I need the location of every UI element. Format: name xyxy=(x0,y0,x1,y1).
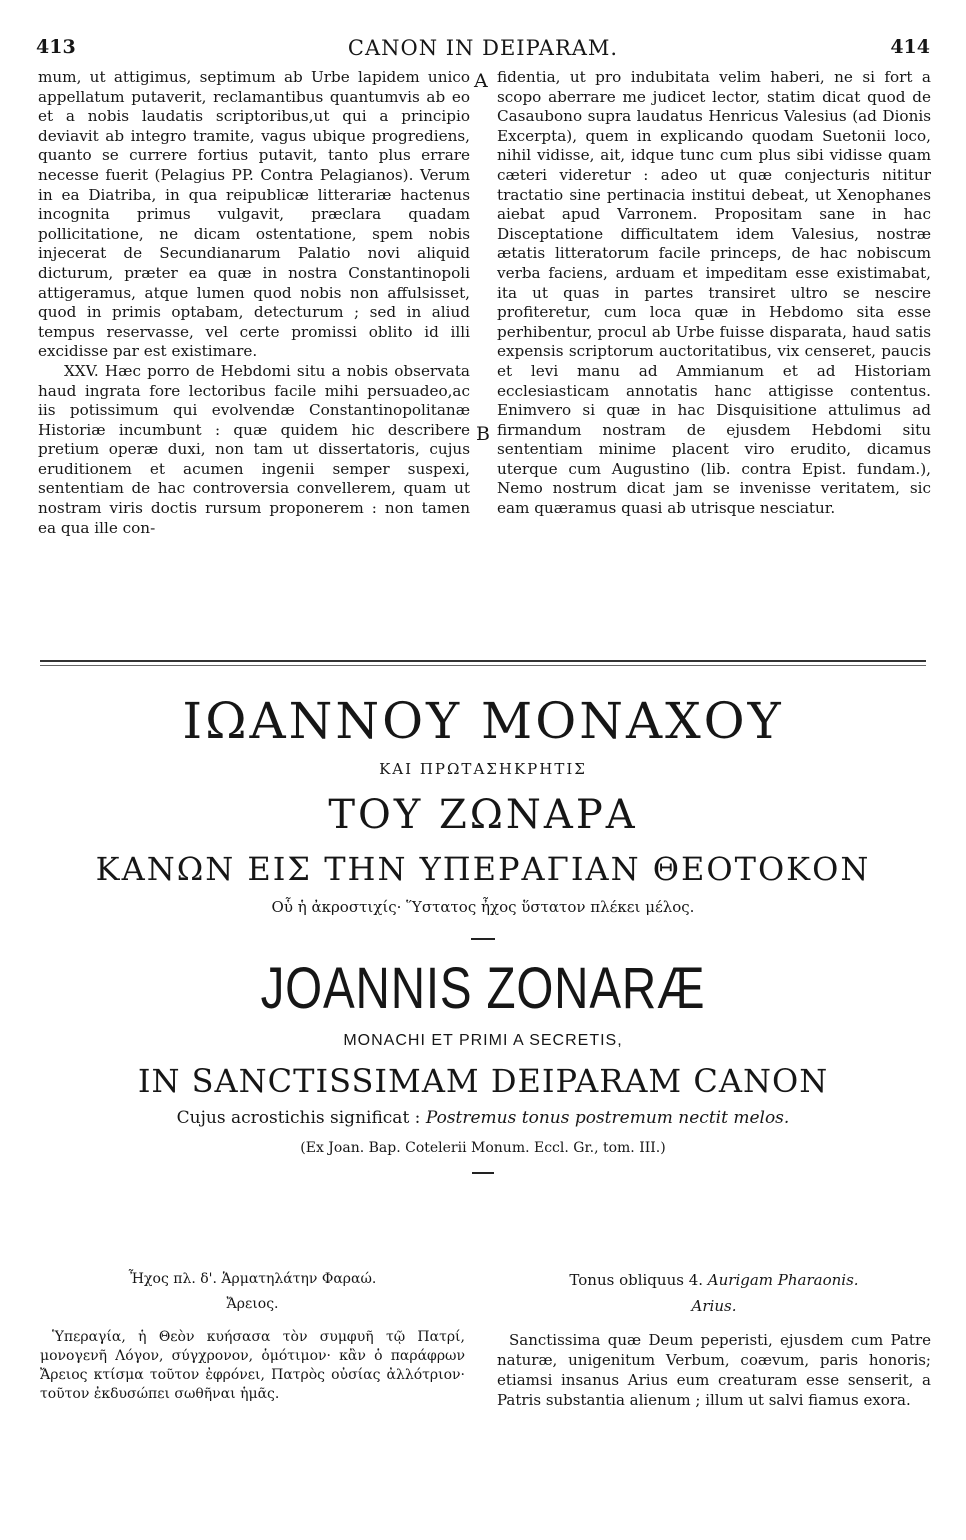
margin-marker-a: A xyxy=(474,70,488,92)
latin-hymn-author-text: Arius. xyxy=(691,1297,737,1315)
section-divider xyxy=(40,660,926,662)
latin-title-acrostic xyxy=(30,1108,936,1128)
greek-title-work: ΚΑΝΩΝ ΕΙΣ ΤΗΝ ΥΠΕΡΑΓΙΑΝ ΘΕΟΤΟΚΟΝ xyxy=(95,850,871,888)
latin-acrostic-prefix: Cujus acrostichis significat : xyxy=(176,1108,421,1128)
section-divider-thin xyxy=(40,665,926,666)
greek-title-author: ΙΩΑΝΝΟΥ ΜΟΝΑΧΟΥ xyxy=(182,692,784,750)
left-paragraph-1: mum, ut attigimus, septimum ab Urbe lapidem unico appellatum putaverit, reclamantibus quantumvis ab eo et a nobis laudatis scriptoribus,ut qui a principio deviavit ab integro tramite, vagus ubique progrediens, quanto se currere fortius putavit, tanto plus errare necesse fuerit (Pelagius PP. Contra Pelagianos). Verum in ea Diatriba, in qua reipublicæ litterariæ hactenus incognita primus vulgavit, præclara quadam pollicitatione, ne dicam ostentatione, spem nobis injecerat de Secundianarum Palatio novi aliquid dicturum, præter ea quæ in nostra Constantinopoli attigeramus, atque lumen quod nobis non affulsisset, quod in primis optabam, detecturum ; sed in aliud tempus reservasse, vel certe promissi oblito id illi excidisse par est existimare. xyxy=(38,68,470,361)
greek-hymn-heading: Ἦχος πλ. δ'. Ἁρματηλάτην Φαραώ. xyxy=(128,1271,377,1287)
latin-hymn-melody: Aurigam Pharaonis. xyxy=(707,1271,859,1289)
greek-title-subtitle: ΚΑΙ ΠΡΩΤΑΣΗΚΡΗΤΙΣ xyxy=(379,760,587,778)
running-title: CANON IN DEIPARAM. xyxy=(347,36,619,60)
latin-hymn xyxy=(497,1270,931,1410)
left-paragraph-2: XXV. Hæc porro de Hebdomi situ a nobis observata haud ingrata fore lectoribus facile mihi persuadeo,ac iis potissimum qui evolvendæ Constantinopolitanæ Historiæ incumbunt : quæ quidem hic describere pretium operæ duxi, non tam ut dissertatoris, cujus eruditionem et acumen ingenii semper suspexi, sententiam de hac controversia convellerem, quam ut nostram viris doctis rursum proponerem : non tamen ea qua ille con- xyxy=(38,361,470,537)
latin-title-subtitle: MONACHI ET PRIMI A SECRETIS, xyxy=(343,1032,623,1049)
latin-hymn-heading xyxy=(497,1270,931,1290)
latin-title-work: IN SANCTISSIMAM DEIPARAM CANON xyxy=(137,1062,829,1100)
page-number-right: 414 xyxy=(890,36,930,58)
latin-title-author: JOANNIS ZONARÆ xyxy=(260,956,706,1021)
title-block xyxy=(30,692,936,1174)
source-note: (Ex Joan. Bap. Cotelerii Monum. Eccl. Gr., tom. III.) xyxy=(300,1140,666,1156)
latin-acrostic-text: Postremus tonus postremum nectit melos. xyxy=(425,1108,790,1128)
latin-hymn-author xyxy=(497,1296,931,1316)
title-dash-2 xyxy=(472,1172,494,1174)
greek-hymn-text: Ὑπεραγία, ἡ Θεὸν κυήσασα τὸν συμφυῆ τῷ Πατρί, μονογενῆ Λόγον, σύγχρονον, ὁμότιμον· κἂν ὁ παράφρων Ἄρειος κτίσμα τοῦτον ἐφρόνει, Πατρὸς οὐσίας ἀλλότριον· τοῦτον ἐκδυσώπει σωθῆναι ἡμᾶς. xyxy=(40,1329,465,1402)
title-dash xyxy=(471,938,495,940)
latin-hymn-text: Sanctissima quæ Deum peperisti, ejusdem cum Patre naturæ, unigenitum Verbum, coævum, paris honoris; etiamsi insanus Arius eum creaturam esse senserit, a Patris substantia alienum ; illum ut salvi fiamus exora. xyxy=(497,1331,931,1409)
greek-hymn-author: Ἄρειος. xyxy=(226,1296,279,1312)
right-text-column xyxy=(497,68,931,519)
greek-hymn xyxy=(40,1270,465,1404)
latin-hymn-tone: Tonus obliquus 4. xyxy=(569,1271,704,1289)
greek-title-acrostic: Οὗ ἡ ἀκροστιχίς· Ὕστατος ἦχος ὕστατον πλέκει μέλος. xyxy=(271,898,695,916)
right-paragraph-1: fidentia, ut pro indubitata velim haberi, ne si fort a scopo aberrare me judicet lector, statim dicat quod de Casaubono supra laudatus Henricus Valesius (ad Dionis Excerpta), quem in explicando quodam Suetonii loco, nihil vidisse, ait, idque tunc cum plus sibi vidisse quam cæteri videretur : adeo ut quæ conjecturis nititur tractatio sine pertinacia institui debeat, ut Xenophanes aiebat apud Varronem. Propositam sane in hac Disceptatione difficultatem idem Valesius, nostræ ætatis litteratorum facile princeps, de hac nobiscum verba faciens, arduam et impeditam esse existimabat, ita ut quas in partes transiret ultro se nescire profiteretur, cum loca quæ in Hebdomo sita esse perhibentur, procul ab Urbe fuisse disparata, haud satis expensis scriptorum auctoritatibus, vix censeret, paucis et levi manu ad Ammianum et ad Historiam ecclesiasticam annotatis hanc attigisse contentus. Enimvero si quæ in hac Disquisitione attulimus ad firmandum nostram de ejusdem Hebdomi situ sententiam minime placent viro erudito, dicamus uterque cum Augustino (lib. contra Epist. fundam.), Nemo nostrum dicat jam se invenisse veritatem, sic eam quæramus quasi ab utrisque nesciatur. xyxy=(497,68,931,518)
page-header xyxy=(36,36,930,66)
greek-title-name: ΤΟΥ ΖΩΝΑΡΑ xyxy=(328,792,638,838)
margin-marker-b: B xyxy=(476,423,490,445)
left-text-column xyxy=(38,68,470,538)
page-number-left: 413 xyxy=(36,36,76,58)
